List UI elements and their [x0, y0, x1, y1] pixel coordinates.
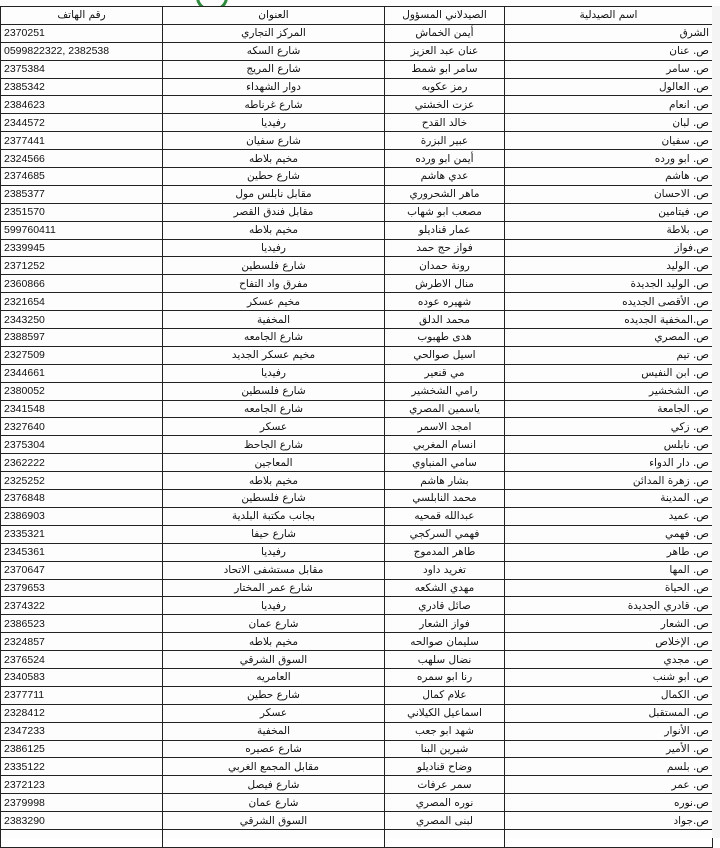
cell-address[interactable]: شارع المريج — [163, 60, 385, 78]
cell-address[interactable]: عسكر — [163, 704, 385, 722]
cell-pharmacy-name[interactable]: ص.نوره — [505, 794, 713, 812]
cell-pharmacy-name[interactable]: ص.فواز — [505, 239, 713, 257]
cell-phone[interactable]: 2360866 — [1, 275, 163, 293]
cell-pharmacy-name[interactable]: ص. عميد — [505, 507, 713, 525]
cell-pharmacist[interactable]: مصعب ابو شهاب — [385, 203, 505, 221]
table-row — [1, 686, 713, 704]
header-address[interactable]: العنوان — [163, 7, 385, 25]
table-row — [1, 60, 713, 78]
cell-phone[interactable]: 2370647 — [1, 561, 163, 579]
table-row — [1, 812, 713, 830]
cell-pharmacist[interactable]: شيرين البنا — [385, 740, 505, 758]
cell-pharmacy-name[interactable]: ص. تيم — [505, 346, 713, 364]
cell-pharmacy-name[interactable]: ص. الأقصى الجديده — [505, 293, 713, 311]
table-row — [1, 311, 713, 329]
cell-phone[interactable]: 2362222 — [1, 454, 163, 472]
cell-phone[interactable]: 0599822322, 2382538 — [1, 42, 163, 60]
cell-address[interactable]: المخفية — [163, 722, 385, 740]
table-row — [1, 436, 713, 454]
cell-pharmacy-name[interactable]: ص. انعام — [505, 96, 713, 114]
cell-phone[interactable]: 2335122 — [1, 758, 163, 776]
cell-address[interactable]: المعاجين — [163, 454, 385, 472]
header-row — [1, 7, 713, 25]
cell-pharmacist[interactable]: ياسمين المصري — [385, 400, 505, 418]
cell-phone[interactable]: 2385377 — [1, 185, 163, 203]
cell-pharmacist[interactable]: انسام المغربي — [385, 436, 505, 454]
cell-address[interactable]: شارع فلسطين — [163, 257, 385, 275]
cell-address[interactable]: العامريه — [163, 668, 385, 686]
cell-pharmacist[interactable]: فهمي السركجي — [385, 525, 505, 543]
cell-address[interactable]: مخيم عسكر الجديد — [163, 346, 385, 364]
cell-pharmacy-name[interactable]: ص. ابو شنب — [505, 668, 713, 686]
cell-address[interactable]: رفيديا — [163, 597, 385, 615]
cell-address[interactable]: مقابل نابلس مول — [163, 185, 385, 203]
table-row — [1, 150, 713, 168]
cell-address[interactable]: مفرق واد التفاح — [163, 275, 385, 293]
cell-pharmacist[interactable]: تغريد داود — [385, 561, 505, 579]
cell-pharmacist[interactable]: اسماعيل الكيلاني — [385, 704, 505, 722]
cell-pharmacy-name[interactable]: ص. الشعار — [505, 615, 713, 633]
cell-pharmacy-name[interactable]: ص. الشخشير — [505, 382, 713, 400]
cell-pharmacy-name[interactable]: ص. لبان — [505, 114, 713, 132]
cell-address[interactable]: مخيم بلاطه — [163, 472, 385, 490]
table-row — [1, 668, 713, 686]
cell-address[interactable]: مخيم بلاطه — [163, 633, 385, 651]
cell-pharmacist[interactable]: عزت الخشتي — [385, 96, 505, 114]
cell-pharmacist[interactable]: رونة حمدان — [385, 257, 505, 275]
cell-pharmacist[interactable]: محمد الدلق — [385, 311, 505, 329]
cell-pharmacist[interactable]: رمز عكوبه — [385, 78, 505, 96]
cell-pharmacist[interactable]: فواز الشعار — [385, 615, 505, 633]
cell-pharmacy-name[interactable]: ص. المستقبل — [505, 704, 713, 722]
cell-pharmacist[interactable]: رنا ابو سمره — [385, 668, 505, 686]
cell-pharmacist[interactable]: عبدالله قمحيه — [385, 507, 505, 525]
cell-pharmacy-name[interactable]: ص. نابلس — [505, 436, 713, 454]
cell-address[interactable]: رفيديا — [163, 239, 385, 257]
cell-address[interactable]: مقابل مستشفى الاتحاد — [163, 561, 385, 579]
cell-pharmacy-name[interactable]: ص. عمر — [505, 776, 713, 794]
cell-pharmacist[interactable]: مي قنعير — [385, 364, 505, 382]
table-row — [1, 275, 713, 293]
cell-phone[interactable] — [1, 829, 163, 847]
cell-address[interactable]: شارع فلسطين — [163, 382, 385, 400]
table-row — [1, 203, 713, 221]
cell-address[interactable]: مقابل فندق القصر — [163, 203, 385, 221]
table-row — [1, 221, 713, 239]
cell-phone[interactable]: 2388597 — [1, 329, 163, 347]
table-row — [1, 418, 713, 436]
cell-pharmacist[interactable]: سامي المنباوي — [385, 454, 505, 472]
cell-phone[interactable]: 2327640 — [1, 418, 163, 436]
cell-address[interactable]: مخيم بلاطه — [163, 221, 385, 239]
cell-phone[interactable]: 2341548 — [1, 400, 163, 418]
cell-pharmacy-name[interactable]: ص. المها — [505, 561, 713, 579]
cell-address[interactable]: المركز التجاري — [163, 24, 385, 42]
cell-address[interactable]: شارع سفيان — [163, 132, 385, 150]
cell-address[interactable]: شارع فيصل — [163, 776, 385, 794]
cell-pharmacist[interactable]: اسيل صوالحي — [385, 346, 505, 364]
table-row — [1, 525, 713, 543]
table-row — [1, 42, 713, 60]
header-phone[interactable]: رقم الهاتف — [1, 7, 163, 25]
table-row — [1, 794, 713, 812]
cell-address[interactable]: شارع عمان — [163, 794, 385, 812]
cell-pharmacy-name[interactable]: ص. هاشم — [505, 168, 713, 186]
cell-pharmacist[interactable]: أيمن الخماش — [385, 24, 505, 42]
cell-address[interactable]: شارع الجامعه — [163, 329, 385, 347]
cell-phone[interactable]: 2377711 — [1, 686, 163, 704]
cell-pharmacy-name[interactable]: ص. الأمير — [505, 740, 713, 758]
cell-pharmacist[interactable]: محمد النابلسي — [385, 490, 505, 508]
table-row — [1, 24, 713, 42]
cell-pharmacist[interactable]: لبنى المصري — [385, 812, 505, 830]
cell-phone[interactable]: 2376848 — [1, 490, 163, 508]
table-row — [1, 114, 713, 132]
cell-phone[interactable]: 2340583 — [1, 668, 163, 686]
cell-phone[interactable]: 2371252 — [1, 257, 163, 275]
cell-pharmacist[interactable]: نضال سلهب — [385, 651, 505, 669]
cell-address[interactable]: مخيم بلاطه — [163, 150, 385, 168]
cell-phone[interactable]: 2370251 — [1, 24, 163, 42]
cell-phone[interactable]: 2383290 — [1, 812, 163, 830]
cell-pharmacy-name[interactable]: ص. زهرة المدائن — [505, 472, 713, 490]
cell-phone[interactable]: 2347233 — [1, 722, 163, 740]
cell-pharmacy-name[interactable]: ص. ابن النفيس — [505, 364, 713, 382]
cell-pharmacist[interactable]: طاهر المدموج — [385, 543, 505, 561]
cell-pharmacy-name[interactable]: ص. الأنوار — [505, 722, 713, 740]
cell-phone[interactable]: 2345361 — [1, 543, 163, 561]
cell-phone[interactable]: 2379653 — [1, 579, 163, 597]
table-row — [1, 400, 713, 418]
cell-pharmacy-name[interactable]: ص. فيتامين — [505, 203, 713, 221]
table-row — [1, 168, 713, 186]
cell-phone[interactable]: 2386523 — [1, 615, 163, 633]
cell-pharmacy-name[interactable]: الشرق — [505, 24, 713, 42]
cell-address[interactable]: شارع حطين — [163, 686, 385, 704]
cell-address[interactable]: رفيديا — [163, 114, 385, 132]
cell-pharmacist[interactable]: عدي هاشم — [385, 168, 505, 186]
cell-pharmacist[interactable]: صائل قادري — [385, 597, 505, 615]
sheet-edge — [712, 6, 720, 838]
cell-phone[interactable]: 2377441 — [1, 132, 163, 150]
table-row — [1, 346, 713, 364]
cell-phone[interactable]: 2375384 — [1, 60, 163, 78]
table-row — [1, 651, 713, 669]
table-row — [1, 704, 713, 722]
cell-pharmacist[interactable]: عنان عبد العزيز — [385, 42, 505, 60]
cell-pharmacy-name[interactable]: ص. عنان — [505, 42, 713, 60]
cell-pharmacy-name[interactable] — [505, 829, 713, 847]
cell-pharmacist[interactable]: وضاح قناديلو — [385, 758, 505, 776]
pharmacy-table — [0, 6, 713, 848]
cell-pharmacist[interactable]: عمار قناديلو — [385, 221, 505, 239]
cell-phone[interactable]: 2325252 — [1, 472, 163, 490]
cell-pharmacist[interactable]: أيمن ابو ورده — [385, 150, 505, 168]
cell-pharmacist[interactable]: رامي الشخشير — [385, 382, 505, 400]
cell-pharmacist[interactable]: سليمان صوالحه — [385, 633, 505, 651]
cell-pharmacy-name[interactable]: ص. الوليد الجديدة — [505, 275, 713, 293]
cell-pharmacist[interactable]: علام كمال — [385, 686, 505, 704]
cell-pharmacy-name[interactable]: ص. الحياة — [505, 579, 713, 597]
table-row — [1, 257, 713, 275]
cell-address[interactable]: عسكر — [163, 418, 385, 436]
cell-pharmacy-name[interactable]: ص.جواد — [505, 812, 713, 830]
cell-pharmacist[interactable]: نوره المصري — [385, 794, 505, 812]
cell-pharmacist[interactable]: فواز حج حمد — [385, 239, 505, 257]
cell-pharmacy-name[interactable]: ص. الإخلاص — [505, 633, 713, 651]
cell-pharmacist[interactable]: عبير البزرة — [385, 132, 505, 150]
cell-phone[interactable]: 2344661 — [1, 364, 163, 382]
cell-phone[interactable]: 2374322 — [1, 597, 163, 615]
cell-phone[interactable]: 2344572 — [1, 114, 163, 132]
cell-phone[interactable]: 2351570 — [1, 203, 163, 221]
cell-address[interactable]: شارع غرناطه — [163, 96, 385, 114]
cell-pharmacy-name[interactable]: ص. المصري — [505, 329, 713, 347]
cell-address[interactable]: بجانب مكتبة البلدية — [163, 507, 385, 525]
cell-phone[interactable]: 2324857 — [1, 633, 163, 651]
cell-pharmacist[interactable]: شهيره عوده — [385, 293, 505, 311]
table-row — [1, 454, 713, 472]
cell-address[interactable]: شارع حطين — [163, 168, 385, 186]
cell-pharmacy-name[interactable]: ص. الجامعة — [505, 400, 713, 418]
cell-phone[interactable]: 2379998 — [1, 794, 163, 812]
cell-address[interactable]: مخيم عسكر — [163, 293, 385, 311]
cell-pharmacist[interactable] — [385, 829, 505, 847]
table-row — [1, 239, 713, 257]
cell-address[interactable]: المخفية — [163, 311, 385, 329]
table-row — [1, 78, 713, 96]
table-row — [1, 293, 713, 311]
cell-pharmacy-name[interactable]: ص. المدينة — [505, 490, 713, 508]
cell-address[interactable] — [163, 829, 385, 847]
table-row — [1, 579, 713, 597]
table-row — [1, 132, 713, 150]
cell-address[interactable]: شارع حيفا — [163, 525, 385, 543]
cell-address[interactable]: السوق الشرقي — [163, 651, 385, 669]
cell-pharmacist[interactable]: ماهر الشحروري — [385, 185, 505, 203]
table-row — [1, 561, 713, 579]
cell-address[interactable]: دوار الشهداء — [163, 78, 385, 96]
cell-pharmacy-name[interactable]: ص. الاحسان — [505, 185, 713, 203]
cell-address[interactable]: السوق الشرقي — [163, 812, 385, 830]
cell-phone[interactable]: 2386125 — [1, 740, 163, 758]
cell-pharmacy-name[interactable]: ص. سامر — [505, 60, 713, 78]
table-row — [1, 758, 713, 776]
table-row — [1, 329, 713, 347]
cell-phone[interactable]: 2385342 — [1, 78, 163, 96]
cell-pharmacist[interactable]: سامر ابو شمط — [385, 60, 505, 78]
cell-pharmacist[interactable]: بشار هاشم — [385, 472, 505, 490]
table-row — [1, 472, 713, 490]
cell-pharmacist[interactable]: سمر عرفات — [385, 776, 505, 794]
table-row — [1, 364, 713, 382]
cell-address[interactable]: شارع الجاحظ — [163, 436, 385, 454]
header-pharmacy-name[interactable]: اسم الصيدلية — [505, 7, 713, 25]
cell-address[interactable]: شارع الجامعه — [163, 400, 385, 418]
cell-pharmacy-name[interactable]: ص. مجدي — [505, 651, 713, 669]
cell-pharmacy-name[interactable]: ص. ابو ورده — [505, 150, 713, 168]
cell-address[interactable]: رفيديا — [163, 543, 385, 561]
cell-phone[interactable]: 2324566 — [1, 150, 163, 168]
cell-pharmacist[interactable]: مهدي الشكعه — [385, 579, 505, 597]
table-row — [1, 543, 713, 561]
table-row — [1, 96, 713, 114]
cell-address[interactable]: شارع عمر المختار — [163, 579, 385, 597]
cell-phone[interactable]: 2384623 — [1, 96, 163, 114]
cell-pharmacy-name[interactable]: ص. زكي — [505, 418, 713, 436]
cell-phone[interactable]: 2328412 — [1, 704, 163, 722]
table-row — [1, 829, 713, 847]
cell-pharmacy-name[interactable]: ص.المخفية الجديده — [505, 311, 713, 329]
cell-address[interactable]: شارع فلسطين — [163, 490, 385, 508]
cell-pharmacist[interactable]: خالد القدح — [385, 114, 505, 132]
table-row — [1, 490, 713, 508]
cell-phone[interactable]: 2335321 — [1, 525, 163, 543]
cell-address[interactable]: شارع السكه — [163, 42, 385, 60]
cell-pharmacist[interactable]: شهد ابو جعب — [385, 722, 505, 740]
cell-pharmacy-name[interactable]: ص. طاهر — [505, 543, 713, 561]
cell-pharmacy-name[interactable]: ص. قادري الجديدة — [505, 597, 713, 615]
cell-phone[interactable]: 2343250 — [1, 311, 163, 329]
table-row — [1, 776, 713, 794]
table-row — [1, 633, 713, 651]
cell-phone[interactable]: 2380052 — [1, 382, 163, 400]
cell-pharmacist[interactable]: هدى طهبوب — [385, 329, 505, 347]
cell-address[interactable]: رفيديا — [163, 364, 385, 382]
table-row — [1, 597, 713, 615]
cell-phone[interactable]: 2339945 — [1, 239, 163, 257]
cell-address[interactable]: مقابل المجمع الغربي — [163, 758, 385, 776]
header-pharmacist[interactable]: الصيدلاني المسؤول — [385, 7, 505, 25]
cell-pharmacy-name[interactable]: ص. بلاطة — [505, 221, 713, 239]
table-row — [1, 382, 713, 400]
table-row — [1, 722, 713, 740]
cell-pharmacy-name[interactable]: ص. فهمي — [505, 525, 713, 543]
cell-phone[interactable]: 599760411 — [1, 221, 163, 239]
cell-pharmacy-name[interactable]: ص. الكمال — [505, 686, 713, 704]
cell-phone[interactable]: 2375304 — [1, 436, 163, 454]
cell-pharmacy-name[interactable]: ص. بلسم — [505, 758, 713, 776]
cell-pharmacy-name[interactable]: ص. دار الدواء — [505, 454, 713, 472]
table-row — [1, 185, 713, 203]
table-row — [1, 615, 713, 633]
cell-address[interactable]: شارع عمان — [163, 615, 385, 633]
cell-phone[interactable]: 2374685 — [1, 168, 163, 186]
cell-phone[interactable]: 2376524 — [1, 651, 163, 669]
cell-pharmacy-name[interactable]: ص. سفيان — [505, 132, 713, 150]
cell-phone[interactable]: 2327509 — [1, 346, 163, 364]
cell-phone[interactable]: 2386903 — [1, 507, 163, 525]
cell-pharmacist[interactable]: امجد الاسمر — [385, 418, 505, 436]
table-row — [1, 740, 713, 758]
cell-address[interactable]: شارع عصيره — [163, 740, 385, 758]
cell-pharmacy-name[interactable]: ص. العالول — [505, 78, 713, 96]
cell-pharmacy-name[interactable]: ص. الوليد — [505, 257, 713, 275]
cell-phone[interactable]: 2372123 — [1, 776, 163, 794]
cell-phone[interactable]: 2321654 — [1, 293, 163, 311]
cell-pharmacist[interactable]: منال الاطرش — [385, 275, 505, 293]
table-row — [1, 507, 713, 525]
